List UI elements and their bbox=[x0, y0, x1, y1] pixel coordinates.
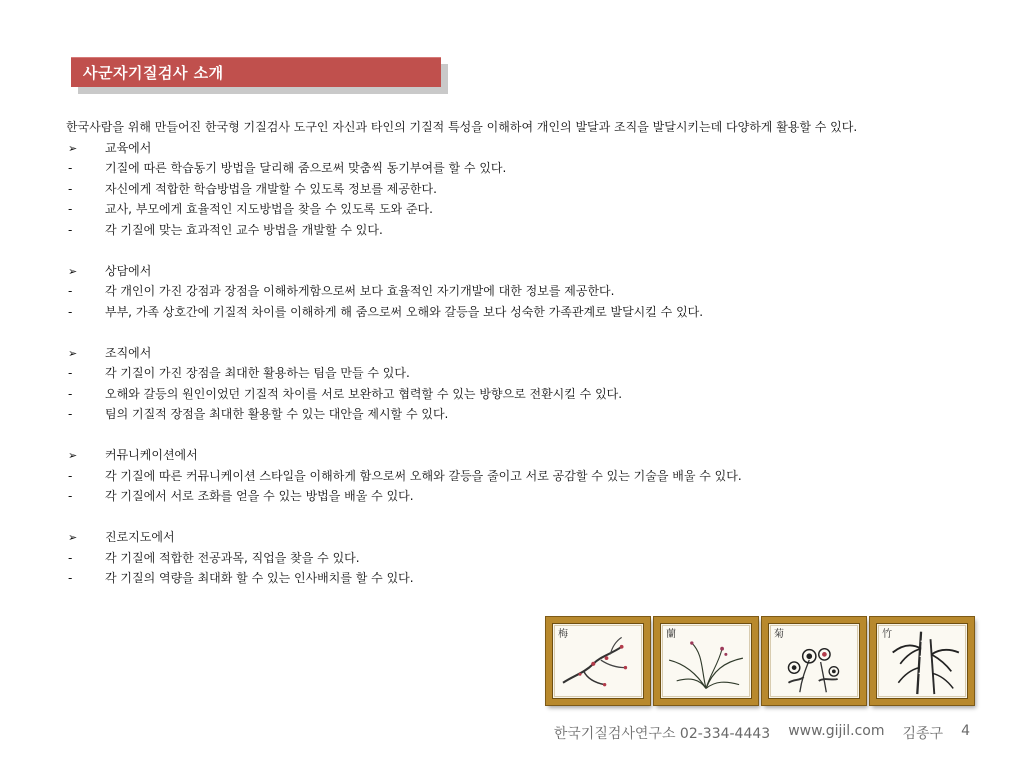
list-item bbox=[66, 281, 966, 302]
arrow-bullet-icon: ➢ bbox=[68, 449, 78, 462]
section-block bbox=[66, 527, 966, 589]
section-block bbox=[66, 445, 966, 507]
list-item-text: 각 기질에 맞는 효과적인 교수 방법을 개발할 수 있다. bbox=[105, 222, 383, 237]
list-item bbox=[66, 548, 966, 569]
list-item bbox=[66, 199, 966, 220]
list-item-text: 기질에 따른 학습동기 방법을 달리해 줌으로써 맞춤씩 동기부여를 할 수 있다. bbox=[105, 161, 507, 175]
painting-label: 竹 bbox=[882, 629, 892, 640]
list-item-text: 부부, 가족 상호간에 기질적 차이를 이해하게 해 줌으로써 오해와 갈등을 보다 성숙한 가족관계로 발달시킬 수 있다. bbox=[105, 304, 704, 319]
intro-paragraph: 한국사람을 위해 만들어진 한국형 기질검사 도구인 자신과 타인의 기질적 특성을 이해하여 개인의 발달과 조직을 발달시키는데 다양하게 활용할 수 있다. bbox=[66, 120, 858, 134]
painting-label: 梅 bbox=[558, 629, 568, 640]
page-title: 사군자기질검사 소개 bbox=[83, 64, 224, 82]
painting-frame-chrysanthemum bbox=[762, 617, 866, 705]
dash-bullet: - bbox=[68, 304, 73, 319]
section-heading: 상담에서 bbox=[105, 263, 152, 278]
title-banner bbox=[71, 57, 441, 87]
list-item bbox=[66, 179, 966, 200]
list-item-text: 팀의 기질적 장점을 최대한 활용할 수 있는 대안을 제시할 수 있다. bbox=[105, 407, 449, 421]
dash-bullet: - bbox=[68, 386, 73, 401]
list-item-text: 각 개인이 가진 강점과 장점을 이해하게함으로써 보다 효율적인 자기개발에 대한 정보를 제공한다. bbox=[105, 284, 615, 298]
section-heading-row bbox=[66, 343, 966, 364]
section-block bbox=[66, 138, 966, 241]
list-item-text: 각 기질에 따른 커뮤니케이션 스타일을 이해하게 함으로써 오해와 갈등을 줄이고 서로 공감할 수 있는 기술을 배울 수 있다. bbox=[105, 468, 742, 483]
section-heading: 진로지도에서 bbox=[105, 530, 175, 544]
painting-frame-plum bbox=[546, 617, 650, 705]
list-item-text: 각 기질의 역량을 최대화 할 수 있는 인사배치를 할 수 있다. bbox=[105, 571, 414, 585]
list-item bbox=[66, 302, 966, 323]
dash-bullet: - bbox=[68, 222, 73, 237]
section-heading-row bbox=[66, 445, 966, 466]
footer-website: www.gijil.com bbox=[788, 723, 885, 739]
section-block bbox=[66, 261, 966, 323]
painting-gallery bbox=[546, 617, 976, 709]
list-item bbox=[66, 404, 966, 425]
list-item bbox=[66, 220, 966, 241]
painting-label: 蘭 bbox=[666, 629, 676, 640]
list-item bbox=[66, 158, 966, 179]
dash-bullet: - bbox=[68, 489, 73, 503]
painting-frame-orchid bbox=[654, 617, 758, 705]
list-item-text: 오해와 갈등의 원인이었던 기질적 차이를 서로 보완하고 협력할 수 있는 방향으로 전환시킬 수 있다. bbox=[105, 386, 623, 401]
section-list bbox=[66, 138, 966, 589]
body-content bbox=[66, 117, 966, 589]
list-item-text: 자신에게 적합한 학습방법을 개발할 수 있도록 정보를 제공한다. bbox=[105, 181, 437, 196]
arrow-bullet-icon: ➢ bbox=[68, 264, 78, 278]
section-heading-row bbox=[66, 138, 966, 159]
footer-author: 김종구 bbox=[902, 726, 944, 742]
list-item-text: 교사, 부모에게 효율적인 지도방법을 찾을 수 있도록 도와 준다. bbox=[105, 202, 433, 216]
section-heading: 교육에서 bbox=[105, 140, 152, 155]
dash-bullet: - bbox=[68, 571, 73, 585]
page-number: 4 bbox=[961, 723, 970, 739]
list-item-text: 각 기질이 가진 장점을 최대한 활용하는 팀을 만들 수 있다. bbox=[105, 366, 410, 380]
dash-bullet: - bbox=[68, 366, 73, 380]
dash-bullet: - bbox=[68, 407, 73, 421]
list-item bbox=[66, 363, 966, 384]
section-block bbox=[66, 343, 966, 425]
section-heading: 커뮤니케이션에서 bbox=[105, 448, 198, 462]
painting-label: 菊 bbox=[774, 629, 784, 640]
list-item-text: 각 기질에서 서로 조화를 얻을 수 있는 방법을 배울 수 있다. bbox=[105, 489, 414, 503]
list-item bbox=[66, 568, 966, 589]
arrow-bullet-icon: ➢ bbox=[68, 141, 78, 155]
dash-bullet: - bbox=[68, 181, 73, 196]
footer-org-phone: 한국기질검사연구소 02-334-4443 bbox=[553, 726, 771, 742]
list-item bbox=[66, 384, 966, 405]
painting-frame-bamboo bbox=[870, 617, 974, 705]
section-heading-row bbox=[66, 527, 966, 548]
dash-bullet: - bbox=[68, 161, 73, 175]
list-item bbox=[66, 486, 966, 507]
section-heading-row bbox=[66, 261, 966, 282]
list-item-text: 각 기질에 적합한 전공과목, 직업을 찾을 수 있다. bbox=[105, 550, 360, 565]
footer bbox=[470, 723, 970, 743]
arrow-bullet-icon: ➢ bbox=[68, 346, 78, 360]
section-heading: 조직에서 bbox=[105, 345, 152, 360]
dash-bullet: - bbox=[68, 284, 73, 298]
dash-bullet: - bbox=[68, 468, 73, 483]
list-item bbox=[66, 466, 966, 487]
dash-bullet: - bbox=[68, 202, 73, 216]
arrow-bullet-icon: ➢ bbox=[68, 531, 78, 544]
dash-bullet: - bbox=[68, 550, 73, 565]
